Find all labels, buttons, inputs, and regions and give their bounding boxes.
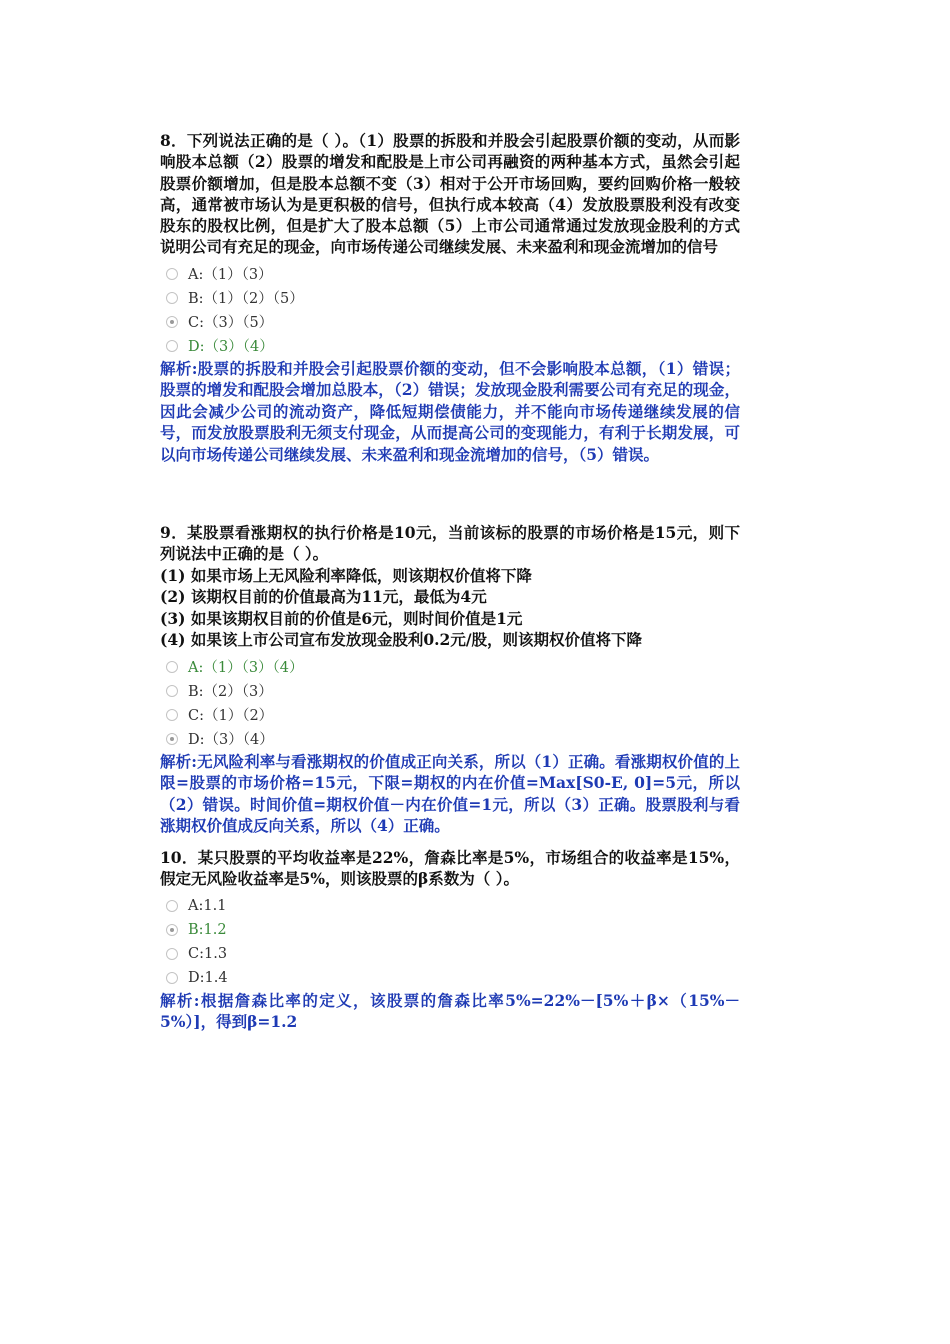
radio-button-selected[interactable] (166, 733, 178, 745)
option-group (166, 655, 740, 751)
radio-button-selected[interactable] (166, 924, 178, 936)
radio-button-selected[interactable] (166, 316, 178, 328)
radio-button[interactable] (166, 900, 178, 912)
explanation: 解析:股票的拆股和并股会引起股票价额的变动，但不会影响股本总额，（1）错误；股票的增发和配股会增加总股本，（2）错误；发放现金股利需要公司有充足的现金，因此会减少公司的流动资产，降低短期偿债能力，并不能向市场传递继续发展的信号，而发放股票股利无须支付现金，从而提高公司的变现能力，有利于长期发展，可以向市场传递公司继续发展、未来盈利和现金流增加的信号，（5）错误。 (160, 358, 740, 464)
option-label: A:1.1 (188, 897, 227, 914)
option-b[interactable] (166, 286, 740, 310)
option-label: B:1.2 (188, 921, 227, 938)
option-label: C:（1）（2） (188, 708, 274, 725)
question-10 (160, 847, 740, 1033)
option-group (166, 262, 740, 358)
option-label: D:1.4 (188, 969, 228, 986)
option-label: A:（1）（3）（4） (188, 660, 304, 677)
statement: (1) 如果市场上无风险利率降低，则该期权价值将下降 (160, 565, 532, 585)
question-text: 10．某只股票的平均收益率是22%，詹森比率是5%，市场组合的收益率是15%，假定无风险收益率是5%，则该股票的β系数为（ ）。 (160, 848, 740, 889)
option-c[interactable] (166, 310, 740, 334)
question-9 (160, 522, 740, 837)
question-text: 9．某股票看涨期权的执行价格是10元，当前该标的股票的市场价格是15元，则下列说法中正确的是（ ）。 (160, 523, 740, 564)
option-label: D:（3）（4） (188, 732, 274, 749)
statement: (2) 该期权目前的价值最高为11元，最低为4元 (160, 587, 487, 607)
question-8 (160, 130, 740, 465)
radio-button[interactable] (166, 972, 178, 984)
radio-button[interactable] (166, 948, 178, 960)
option-d[interactable] (166, 966, 740, 990)
option-label: C:1.3 (188, 945, 228, 962)
option-b[interactable] (166, 679, 740, 703)
option-a[interactable] (166, 894, 740, 918)
option-d[interactable] (166, 727, 740, 751)
statement: (4) 如果该上市公司宣布发放现金股利0.2元/股，则该期权价值将下降 (160, 630, 642, 650)
radio-button[interactable] (166, 292, 178, 304)
option-c[interactable] (166, 703, 740, 727)
question-text: 8．下列说法正确的是（ ）。（1）股票的拆股和并股会引起股票价额的变动，从而影响股本总额（2）股票的增发和配股是上市公司再融资的两种基本方式，虽然会引起股票价额增加，但是股本总额不变（3）相对于公开市场回购，要约回购价格一般较高，通常被市场认为是更积极的信号，但执行成本较高（4）发放股票股利没有改变股东的股权比例，但是扩大了股本总额（5）上市公司通常通过发放现金股利的方式说明公司有充足的现金，向市场传递公司继续发展、未来盈利和现金流增加的信号 (160, 131, 740, 257)
radio-button[interactable] (166, 685, 178, 697)
option-label: B:（2）（3） (188, 684, 273, 701)
radio-button[interactable] (166, 661, 178, 673)
option-d[interactable] (166, 334, 740, 358)
option-c[interactable] (166, 942, 740, 966)
explanation: 解析:根据詹森比率的定义，该股票的詹森比率5%=22%－[5%＋β×（15%－5%）]，得到β=1.2 (160, 990, 740, 1032)
radio-button[interactable] (166, 268, 178, 280)
option-b[interactable] (166, 918, 740, 942)
radio-button[interactable] (166, 709, 178, 721)
option-label: C:（3）（5） (188, 315, 274, 332)
radio-button[interactable] (166, 340, 178, 352)
option-label: A:（1）（3） (188, 267, 273, 284)
explanation: 解析:无风险利率与看涨期权的价值成正向关系，所以（1）正确。看涨期权价值的上限=股票的市场价格=15元，下限=期权的内在价值=Max[S0-E, 0]=5元，所以（2）错误。时间价值=期权价值－内在价值=1元，所以（3）正确。股票股利与看涨期权价值成反向关系，所以（4）正确。 (160, 751, 740, 836)
option-label: B:（1）（2）（5） (188, 291, 304, 308)
option-a[interactable] (166, 655, 740, 679)
option-group (166, 894, 740, 990)
option-a[interactable] (166, 262, 740, 286)
statement: (3) 如果该期权目前的价值是6元，则时间价值是1元 (160, 608, 523, 628)
option-label: D:（3）（4） (188, 339, 274, 356)
